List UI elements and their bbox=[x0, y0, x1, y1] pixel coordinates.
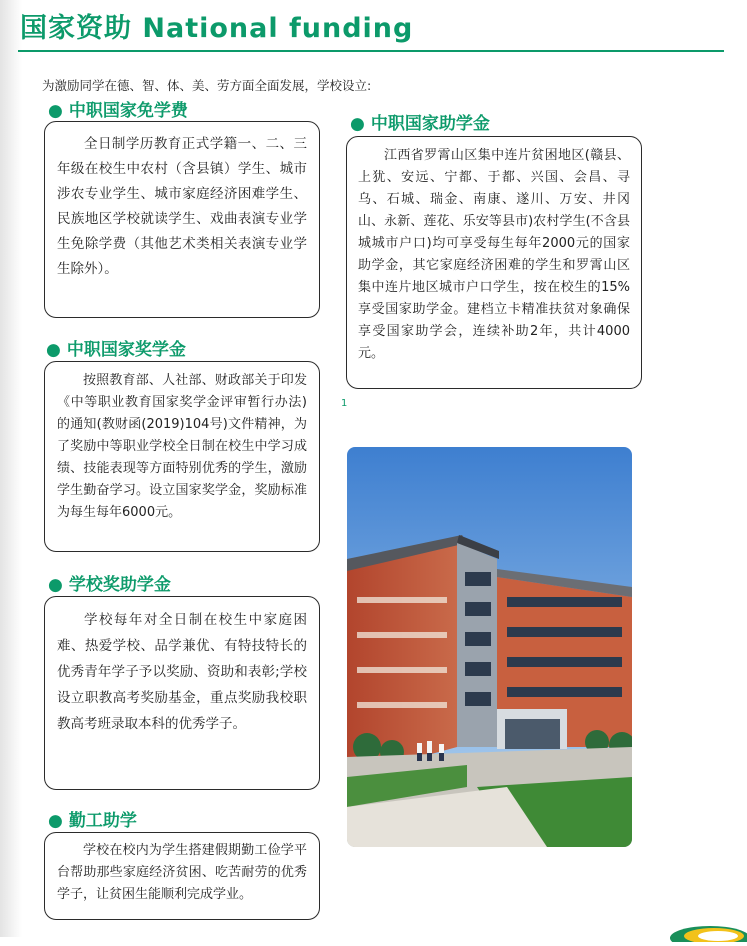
section-body: 学校在校内为学生搭建假期勤工俭学平台帮助那些家庭经济贫困、吃苦耐劳的优秀学子，让贫困生能顺利完成学业。 bbox=[57, 843, 307, 902]
page-title: 国家资助 National funding bbox=[20, 13, 414, 44]
section-heading-national-grant bbox=[350, 109, 490, 134]
campus-building-photo bbox=[347, 447, 632, 847]
section-box-national-scholarship bbox=[44, 361, 320, 552]
page-number: 1 bbox=[341, 398, 348, 409]
section-body: 按照教育部、人社部、财政部关于印发《中等职业教育国家奖学金评审暂行办法)的通知(教财函(2019)104号)文件精神，为了奖励中等职业学校全日制在校生中学习成绩、技能表现等方面特别优秀的学生，激励学生勤奋学习。设立国家奖学金，奖励标准为每生每年6000元。 bbox=[57, 373, 307, 520]
section-heading-tuition-waiver bbox=[48, 96, 188, 121]
bullet-dot-icon: ● bbox=[48, 101, 63, 121]
section-heading-label: 中职国家助学金 bbox=[370, 114, 490, 134]
section-box-tuition-waiver bbox=[44, 121, 320, 318]
decorative-swoosh-icon bbox=[660, 912, 747, 942]
section-box-school-grants bbox=[44, 596, 320, 790]
bullet-dot-icon: ● bbox=[48, 575, 63, 595]
section-heading-work-study bbox=[48, 806, 137, 831]
bullet-dot-icon: ● bbox=[46, 340, 61, 360]
section-heading-label: 勤工助学 bbox=[68, 811, 137, 831]
bullet-dot-icon: ● bbox=[350, 114, 365, 134]
section-box-work-study bbox=[44, 832, 320, 920]
section-body: 全日制学历教育正式学籍一、二、三年级在校生中农村（含县镇）学生、城市涉农专业学生、城市家庭经济困难学生、民族地区学校就读学生、戏曲表演专业学生免除学费（其他艺术类相关表演专业学生除外）。 bbox=[57, 136, 307, 277]
section-body: 学校每年对全日制在校生中家庭困难、热爱学校、品学兼优、有特技特长的优秀青年学子予以奖励、资助和表彰;学校设立职教高考奖励基金，重点奖励我校职教高考班录取本科的优秀学子。 bbox=[57, 612, 307, 732]
section-heading-national-scholarship bbox=[46, 335, 186, 360]
page-edge-shadow bbox=[0, 0, 22, 937]
section-box-national-grant bbox=[346, 136, 642, 389]
section-heading-label: 中职国家奖学金 bbox=[66, 340, 186, 360]
intro-text: 为激励同学在德、智、体、美、劳方面全面发展，学校设立: bbox=[42, 78, 372, 93]
section-heading-label: 学校奖助学金 bbox=[68, 575, 171, 595]
section-body: 江西省罗霄山区集中连片贫困地区(赣县、上犹、安远、宁都、于都、兴国、会昌、寻乌、石城、瑞金、南康、遂川、万安、井冈山、永新、莲花、乐安等县市)农村学生(不含县城城市户口)均可享受每生每年2000元的国家助学金，其它家庭经济困难的学生和罗霄山区集中连片地区城市户口学生，按在校生的15%享受国家助学金。建档立卡精准扶贫对象确保享受国家助学会，连续补助2年，共计4000元。 bbox=[358, 148, 630, 361]
section-heading-label: 中职国家免学费 bbox=[68, 101, 188, 121]
section-heading-school-grants bbox=[48, 570, 171, 595]
title-divider bbox=[18, 50, 724, 52]
bullet-dot-icon: ● bbox=[48, 811, 63, 831]
